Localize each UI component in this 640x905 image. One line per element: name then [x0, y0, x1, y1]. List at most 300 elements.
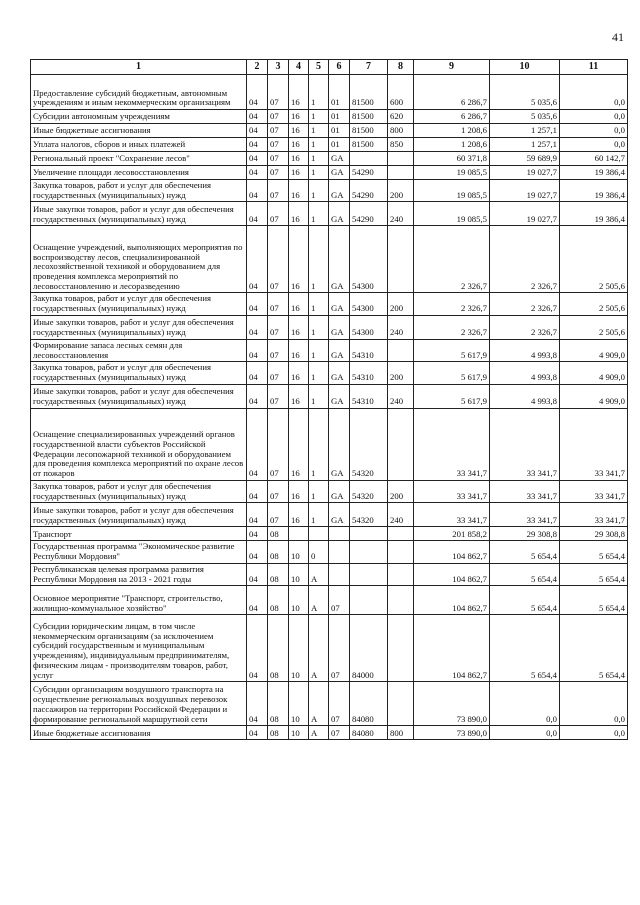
cell-code-event: GA: [329, 408, 350, 480]
col-header: 11: [560, 60, 628, 75]
cell-amount-2021: 2 505,6: [560, 293, 628, 315]
cell-code-subprogram: 1: [309, 166, 329, 180]
cell-amount-2021: 0,0: [560, 138, 628, 152]
cell-code-expense-type: [388, 527, 414, 541]
cell-code-expense-type: [388, 586, 414, 615]
cell-code-program: 16: [289, 152, 309, 166]
cell-code-direction: [350, 527, 388, 541]
cell-amount-2020: 29 308,8: [490, 527, 560, 541]
cell-code-section: 04: [247, 503, 268, 527]
table-row: [31, 293, 628, 315]
cell-code-section: 04: [247, 339, 268, 361]
cell-code-subprogram: 0: [309, 541, 329, 563]
cell-code-subprogram: 1: [309, 180, 329, 202]
cell-amount-2021: 60 142,7: [560, 152, 628, 166]
cell-code-subsection: 07: [268, 339, 289, 361]
cell-amount-2021: 4 909,0: [560, 384, 628, 408]
cell-code-subprogram: 1: [309, 339, 329, 361]
cell-amount-2020: 5 654,4: [490, 563, 560, 585]
cell-row-name: Государственная программа "Экономическое развитие Республики Мордовия": [31, 541, 247, 563]
table-row: [31, 527, 628, 541]
cell-amount-2021: 33 341,7: [560, 480, 628, 502]
cell-code-subsection: 08: [268, 541, 289, 563]
col-header: 8: [388, 60, 414, 75]
cell-amount-2021: 19 386,4: [560, 180, 628, 202]
cell-code-direction: 54300: [350, 293, 388, 315]
cell-amount-2019: 19 085,5: [414, 166, 490, 180]
cell-amount-2020: 33 341,7: [490, 408, 560, 480]
cell-code-event: GA: [329, 293, 350, 315]
table-row: [31, 726, 628, 740]
cell-code-event: [329, 563, 350, 585]
cell-amount-2019: 2 326,7: [414, 226, 490, 293]
cell-code-subprogram: 1: [309, 138, 329, 152]
cell-code-subprogram: 1: [309, 226, 329, 293]
col-header: 9: [414, 60, 490, 75]
cell-code-event: GA: [329, 202, 350, 226]
table-row: [31, 503, 628, 527]
table-row: [31, 586, 628, 615]
cell-amount-2019: 33 341,7: [414, 408, 490, 480]
cell-code-expense-type: 600: [388, 75, 414, 110]
cell-amount-2021: 2 505,6: [560, 315, 628, 339]
col-header: 4: [289, 60, 309, 75]
cell-code-subprogram: А: [309, 586, 329, 615]
cell-code-expense-type: 620: [388, 110, 414, 124]
cell-amount-2020: 19 027,7: [490, 180, 560, 202]
cell-code-program: 10: [289, 726, 309, 740]
cell-amount-2019: 19 085,5: [414, 180, 490, 202]
cell-code-program: 10: [289, 563, 309, 585]
cell-row-name: Закупка товаров, работ и услуг для обеспечения государственных (муниципальных) нужд: [31, 180, 247, 202]
cell-amount-2020: 5 654,4: [490, 541, 560, 563]
col-header: 6: [329, 60, 350, 75]
cell-code-section: 04: [247, 726, 268, 740]
cell-code-program: 16: [289, 480, 309, 502]
cell-code-subprogram: 1: [309, 293, 329, 315]
cell-code-event: GA: [329, 152, 350, 166]
budget-table: [30, 59, 628, 740]
cell-code-subsection: 07: [268, 152, 289, 166]
cell-code-subsection: 08: [268, 615, 289, 682]
cell-amount-2021: 4 909,0: [560, 339, 628, 361]
cell-amount-2021: 5 654,4: [560, 563, 628, 585]
cell-code-expense-type: [388, 563, 414, 585]
cell-code-expense-type: 200: [388, 362, 414, 384]
cell-code-direction: 54320: [350, 408, 388, 480]
cell-amount-2020: 33 341,7: [490, 503, 560, 527]
cell-code-subsection: 08: [268, 682, 289, 726]
cell-code-subsection: 07: [268, 110, 289, 124]
cell-code-subsection: 07: [268, 293, 289, 315]
cell-code-subsection: 07: [268, 362, 289, 384]
cell-code-expense-type: 200: [388, 480, 414, 502]
cell-amount-2021: 0,0: [560, 124, 628, 138]
cell-code-program: 16: [289, 110, 309, 124]
cell-code-direction: [350, 541, 388, 563]
cell-code-event: GA: [329, 339, 350, 361]
cell-row-name: Иные закупки товаров, работ и услуг для обеспечения государственных (муниципальных) нужд: [31, 503, 247, 527]
cell-row-name: Субсидии автономным учреждениям: [31, 110, 247, 124]
col-header: 2: [247, 60, 268, 75]
table-row: [31, 226, 628, 293]
cell-amount-2020: 5 035,6: [490, 75, 560, 110]
cell-code-section: 04: [247, 124, 268, 138]
cell-code-subprogram: А: [309, 682, 329, 726]
cell-code-section: 04: [247, 152, 268, 166]
cell-amount-2020: 1 257,1: [490, 138, 560, 152]
cell-amount-2020: 5 654,4: [490, 615, 560, 682]
cell-amount-2019: 104 862,7: [414, 586, 490, 615]
cell-code-program: 16: [289, 180, 309, 202]
cell-amount-2021: 19 386,4: [560, 202, 628, 226]
table-row: [31, 408, 628, 480]
cell-code-subprogram: 1: [309, 480, 329, 502]
cell-code-program: 16: [289, 166, 309, 180]
cell-code-event: GA: [329, 226, 350, 293]
cell-amount-2019: 19 085,5: [414, 202, 490, 226]
cell-amount-2019: 2 326,7: [414, 315, 490, 339]
cell-code-expense-type: [388, 682, 414, 726]
cell-amount-2019: 5 617,9: [414, 362, 490, 384]
cell-code-event: GA: [329, 166, 350, 180]
table-row: [31, 541, 628, 563]
cell-code-event: 07: [329, 586, 350, 615]
cell-amount-2021: 0,0: [560, 75, 628, 110]
cell-amount-2020: 2 326,7: [490, 293, 560, 315]
table-row: [31, 202, 628, 226]
cell-code-expense-type: 240: [388, 503, 414, 527]
cell-amount-2020: 2 326,7: [490, 315, 560, 339]
cell-code-section: 04: [247, 480, 268, 502]
cell-code-section: 04: [247, 110, 268, 124]
cell-code-program: [289, 527, 309, 541]
cell-row-name: Оснащение учреждений, выполняющих мероприятия по воспроизводству лесов, специализированной лесохозяйственной техникой и оборудованием для проведения комплекса мероприятий по лесовосстановлению и лесоразведению: [31, 226, 247, 293]
cell-code-direction: 54320: [350, 480, 388, 502]
cell-code-program: 16: [289, 503, 309, 527]
cell-code-direction: 54320: [350, 503, 388, 527]
cell-code-section: 04: [247, 138, 268, 152]
cell-code-expense-type: 240: [388, 315, 414, 339]
cell-amount-2020: 2 326,7: [490, 226, 560, 293]
cell-row-name: Иные закупки товаров, работ и услуг для обеспечения государственных (муниципальных) нужд: [31, 384, 247, 408]
cell-code-direction: 81500: [350, 138, 388, 152]
cell-code-subsection: 07: [268, 226, 289, 293]
cell-amount-2021: 5 654,4: [560, 541, 628, 563]
cell-amount-2021: 0,0: [560, 682, 628, 726]
cell-code-subsection: 07: [268, 75, 289, 110]
cell-amount-2020: 4 993,8: [490, 384, 560, 408]
cell-code-section: 04: [247, 75, 268, 110]
cell-row-name: Иные закупки товаров, работ и услуг для обеспечения государственных (муниципальных) нужд: [31, 315, 247, 339]
cell-code-program: 16: [289, 315, 309, 339]
cell-code-direction: 54290: [350, 180, 388, 202]
cell-code-direction: 54310: [350, 362, 388, 384]
page-number: 41: [612, 30, 624, 44]
cell-code-section: 04: [247, 180, 268, 202]
cell-code-program: 16: [289, 202, 309, 226]
cell-code-expense-type: [388, 166, 414, 180]
table-row: [31, 166, 628, 180]
cell-amount-2020: 4 993,8: [490, 362, 560, 384]
cell-code-section: 04: [247, 226, 268, 293]
cell-row-name: Увеличение площади лесовосстановления: [31, 166, 247, 180]
cell-code-program: 16: [289, 362, 309, 384]
cell-code-expense-type: 800: [388, 726, 414, 740]
cell-code-direction: 84080: [350, 682, 388, 726]
cell-code-program: 16: [289, 384, 309, 408]
cell-code-section: 04: [247, 586, 268, 615]
col-header: 5: [309, 60, 329, 75]
cell-code-program: 16: [289, 75, 309, 110]
cell-row-name: Основное мероприятие "Транспорт, строительство, жилищно-коммунальное хозяйство": [31, 586, 247, 615]
cell-code-event: GA: [329, 384, 350, 408]
cell-code-program: 16: [289, 124, 309, 138]
cell-code-direction: 54300: [350, 315, 388, 339]
cell-row-name: Республиканская целевая программа развития Республики Мордовия на 2013 - 2021 годы: [31, 563, 247, 585]
col-header: 3: [268, 60, 289, 75]
cell-amount-2021: 4 909,0: [560, 362, 628, 384]
cell-row-name: Региональный проект "Сохранение лесов": [31, 152, 247, 166]
cell-code-direction: [350, 586, 388, 615]
col-header: 10: [490, 60, 560, 75]
cell-code-direction: 54300: [350, 226, 388, 293]
cell-code-direction: [350, 152, 388, 166]
cell-code-event: 07: [329, 682, 350, 726]
cell-code-event: 01: [329, 110, 350, 124]
cell-code-event: 01: [329, 75, 350, 110]
cell-code-expense-type: 240: [388, 202, 414, 226]
cell-code-expense-type: 200: [388, 293, 414, 315]
cell-code-direction: 84080: [350, 726, 388, 740]
cell-code-subprogram: 1: [309, 384, 329, 408]
cell-code-subsection: 07: [268, 408, 289, 480]
cell-amount-2019: 33 341,7: [414, 480, 490, 502]
cell-row-name: Закупка товаров, работ и услуг для обеспечения государственных (муниципальных) нужд: [31, 362, 247, 384]
cell-code-expense-type: 200: [388, 180, 414, 202]
cell-code-subprogram: А: [309, 563, 329, 585]
cell-code-direction: 84000: [350, 615, 388, 682]
cell-code-subprogram: 1: [309, 315, 329, 339]
cell-amount-2019: 2 326,7: [414, 293, 490, 315]
cell-code-program: 16: [289, 293, 309, 315]
table-row: [31, 362, 628, 384]
cell-amount-2020: 0,0: [490, 682, 560, 726]
cell-amount-2020: 59 689,9: [490, 152, 560, 166]
cell-code-event: 07: [329, 615, 350, 682]
cell-amount-2021: 0,0: [560, 110, 628, 124]
cell-code-subsection: 07: [268, 138, 289, 152]
cell-code-subprogram: 1: [309, 408, 329, 480]
cell-code-event: GA: [329, 180, 350, 202]
cell-code-event: 01: [329, 124, 350, 138]
cell-code-subsection: 07: [268, 315, 289, 339]
cell-code-subsection: 07: [268, 480, 289, 502]
cell-code-event: GA: [329, 480, 350, 502]
cell-code-direction: 54290: [350, 202, 388, 226]
cell-code-expense-type: [388, 541, 414, 563]
cell-code-section: 04: [247, 362, 268, 384]
cell-row-name: Закупка товаров, работ и услуг для обеспечения государственных (муниципальных) нужд: [31, 480, 247, 502]
cell-code-program: 16: [289, 408, 309, 480]
cell-amount-2019: 1 208,6: [414, 124, 490, 138]
table-row: [31, 180, 628, 202]
cell-code-section: 04: [247, 384, 268, 408]
cell-code-section: 04: [247, 166, 268, 180]
cell-amount-2021: 5 654,4: [560, 586, 628, 615]
table-row: [31, 138, 628, 152]
table-row: [31, 152, 628, 166]
cell-code-subsection: 07: [268, 166, 289, 180]
table-row: [31, 480, 628, 502]
cell-code-section: 04: [247, 541, 268, 563]
cell-amount-2019: 104 862,7: [414, 541, 490, 563]
cell-code-subprogram: 1: [309, 503, 329, 527]
cell-code-subprogram: 1: [309, 362, 329, 384]
cell-code-section: 04: [247, 202, 268, 226]
cell-row-name: Транспорт: [31, 527, 247, 541]
cell-amount-2019: 60 371,8: [414, 152, 490, 166]
cell-amount-2019: 6 286,7: [414, 110, 490, 124]
cell-amount-2019: 6 286,7: [414, 75, 490, 110]
table-row: [31, 615, 628, 682]
cell-code-program: 10: [289, 541, 309, 563]
cell-code-event: [329, 527, 350, 541]
cell-code-expense-type: 850: [388, 138, 414, 152]
cell-amount-2019: 33 341,7: [414, 503, 490, 527]
cell-code-expense-type: [388, 615, 414, 682]
table-row: [31, 339, 628, 361]
cell-amount-2020: 1 257,1: [490, 124, 560, 138]
table-row: [31, 124, 628, 138]
cell-amount-2020: 0,0: [490, 726, 560, 740]
cell-amount-2019: 73 890,0: [414, 682, 490, 726]
cell-amount-2020: 5 035,6: [490, 110, 560, 124]
table-row: [31, 315, 628, 339]
cell-code-direction: 54310: [350, 384, 388, 408]
cell-code-subsection: 07: [268, 384, 289, 408]
cell-code-expense-type: 240: [388, 384, 414, 408]
cell-amount-2020: 19 027,7: [490, 202, 560, 226]
cell-row-name: Уплата налогов, сборов и иных платежей: [31, 138, 247, 152]
cell-row-name: Иные бюджетные ассигнования: [31, 124, 247, 138]
cell-code-subsection: 07: [268, 503, 289, 527]
cell-code-subsection: 07: [268, 180, 289, 202]
cell-amount-2020: 19 027,7: [490, 166, 560, 180]
cell-code-expense-type: 800: [388, 124, 414, 138]
cell-code-subsection: 07: [268, 202, 289, 226]
cell-code-section: 04: [247, 563, 268, 585]
table-body: [31, 75, 628, 740]
cell-row-name: Закупка товаров, работ и услуг для обеспечения государственных (муниципальных) нужд: [31, 293, 247, 315]
cell-row-name: Иные бюджетные ассигнования: [31, 726, 247, 740]
cell-amount-2021: 29 308,8: [560, 527, 628, 541]
cell-code-subprogram: 1: [309, 75, 329, 110]
cell-amount-2021: 2 505,6: [560, 226, 628, 293]
cell-amount-2021: 19 386,4: [560, 166, 628, 180]
cell-row-name: Субсидии организациям воздушного транспорта на осуществление региональных воздушных перевозок пассажиров на территории Российской Федерации и формирование региональной маршрутной сети: [31, 682, 247, 726]
cell-code-event: GA: [329, 315, 350, 339]
cell-code-expense-type: [388, 226, 414, 293]
cell-code-section: 04: [247, 682, 268, 726]
cell-code-expense-type: [388, 152, 414, 166]
cell-code-subprogram: 1: [309, 152, 329, 166]
cell-row-name: Формирование запаса лесных семян для лесовосстановления: [31, 339, 247, 361]
cell-code-subprogram: 1: [309, 202, 329, 226]
cell-code-subsection: 08: [268, 527, 289, 541]
table-row: [31, 384, 628, 408]
cell-code-subsection: 08: [268, 586, 289, 615]
table-row: [31, 682, 628, 726]
cell-code-subsection: 08: [268, 726, 289, 740]
cell-code-program: 10: [289, 586, 309, 615]
table-row: [31, 110, 628, 124]
cell-code-direction: 54310: [350, 339, 388, 361]
cell-code-expense-type: [388, 408, 414, 480]
cell-amount-2021: 33 341,7: [560, 503, 628, 527]
table-row: [31, 563, 628, 585]
cell-code-subprogram: 1: [309, 124, 329, 138]
cell-code-section: 04: [247, 408, 268, 480]
cell-amount-2019: 104 862,7: [414, 615, 490, 682]
cell-code-section: 04: [247, 615, 268, 682]
cell-code-section: 04: [247, 315, 268, 339]
cell-amount-2020: 33 341,7: [490, 480, 560, 502]
cell-code-direction: 81500: [350, 110, 388, 124]
cell-code-event: 01: [329, 138, 350, 152]
cell-code-event: GA: [329, 503, 350, 527]
cell-code-program: 16: [289, 138, 309, 152]
cell-code-event: 07: [329, 726, 350, 740]
cell-code-program: 10: [289, 615, 309, 682]
cell-code-program: 16: [289, 339, 309, 361]
cell-amount-2021: 5 654,4: [560, 615, 628, 682]
cell-code-expense-type: [388, 339, 414, 361]
cell-amount-2019: 5 617,9: [414, 384, 490, 408]
cell-code-direction: 81500: [350, 75, 388, 110]
cell-amount-2019: 201 858,2: [414, 527, 490, 541]
cell-row-name: Субсидии юридическим лицам, в том числе некоммерческим организациям (за исключением субсидий государственным и муниципальным учреждениям), индивидуальным предпринимателям, физическим лицам - производителям товаров, работ, услуг: [31, 615, 247, 682]
cell-row-name: Иные закупки товаров, работ и услуг для обеспечения государственных (муниципальных) нужд: [31, 202, 247, 226]
table-row: [31, 75, 628, 110]
cell-code-subprogram: А: [309, 726, 329, 740]
cell-amount-2019: 104 862,7: [414, 563, 490, 585]
cell-code-direction: 54290: [350, 166, 388, 180]
cell-amount-2019: 5 617,9: [414, 339, 490, 361]
col-header: 7: [350, 60, 388, 75]
cell-code-subsection: 07: [268, 124, 289, 138]
cell-amount-2019: 1 208,6: [414, 138, 490, 152]
col-header: 1: [31, 60, 247, 75]
cell-code-direction: [350, 563, 388, 585]
cell-code-program: 10: [289, 682, 309, 726]
cell-code-subprogram: 1: [309, 110, 329, 124]
cell-code-section: 04: [247, 293, 268, 315]
cell-amount-2021: 33 341,7: [560, 408, 628, 480]
cell-code-event: [329, 541, 350, 563]
cell-code-program: 16: [289, 226, 309, 293]
cell-code-direction: 81500: [350, 124, 388, 138]
cell-row-name: Предоставление субсидий бюджетным, автономным учреждениям и иным некоммерческим организациям: [31, 75, 247, 110]
cell-amount-2019: 73 890,0: [414, 726, 490, 740]
cell-code-subprogram: [309, 527, 329, 541]
table-header-row: [31, 60, 628, 75]
cell-row-name: Оснащение специализированных учреждений органов государственной власти субъектов Российской Федерации лесопожарной техникой и оборудованием для проведения комплекса мероприятий по охране лесов от пожаров: [31, 408, 247, 480]
cell-code-event: GA: [329, 362, 350, 384]
cell-amount-2020: 5 654,4: [490, 586, 560, 615]
cell-code-subsection: 08: [268, 563, 289, 585]
cell-amount-2021: 0,0: [560, 726, 628, 740]
